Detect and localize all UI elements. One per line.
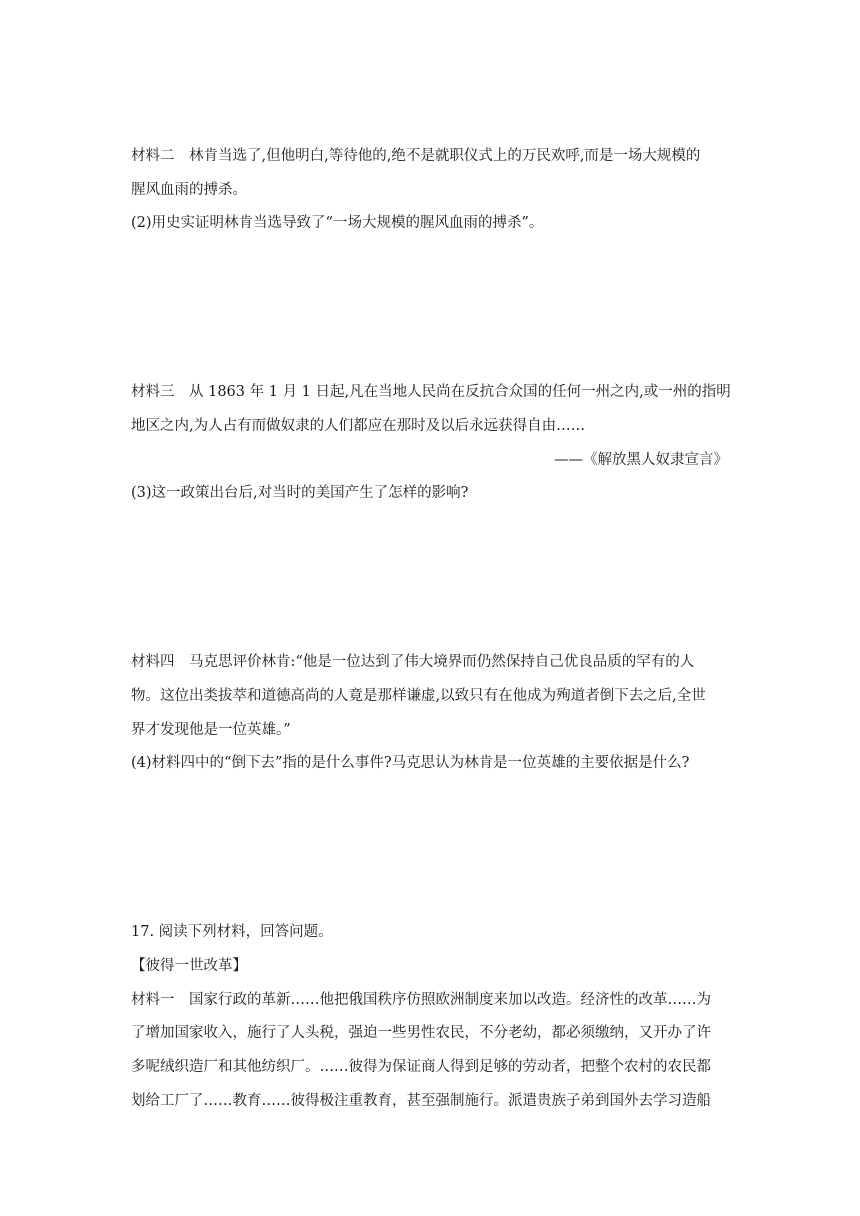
question-4: (4)材料四中的“倒下去”指的是什么事件?马克思认为林肯是一位英雄的主要依据是什么?: [131, 755, 690, 771]
question-17-heading: 【彼得一世改革】: [131, 958, 247, 974]
q17-material-1-line-4: 划给工厂了……教育……彼得极注重教育，甚至强制施行。派遣贵族子弟到国外去学习造船: [131, 1093, 711, 1109]
question-2: (2)用史实证明林肯当选导致了“一场大规模的腥风血雨的搏杀”。: [131, 215, 544, 231]
question-17-stem: 17. 阅读下列材料，回答问题。: [131, 924, 333, 940]
material-4-line-3: 界才发现他是一位英雄。”: [131, 722, 291, 738]
question-3: (3)这一政策出台后,对当时的美国产生了怎样的影响?: [131, 485, 469, 501]
material-2-line-1: 材料二 林肯当选了,但他明白,等待他的,绝不是就职仪式上的万民欢呼,而是一场大规模的: [131, 148, 701, 164]
q17-material-1-line-2: 了增加国家收入，施行了人头税，强迫一些男性农民，不分老幼，都必须缴纳，又开办了许: [131, 1025, 711, 1041]
material-3-source: ——《解放黑人奴隶宣言》: [554, 452, 728, 468]
material-4-line-2: 物。这位出类拔萃和道德高尚的人竟是那样谦虚,以致只有在他成为殉道者倒下去之后,全世: [131, 688, 706, 704]
q17-material-1-line-3: 多呢绒织造厂和其他纺织厂。……彼得为保证商人得到足够的劳动者，把整个农村的农民都: [131, 1059, 711, 1075]
material-4-line-1: 材料四 马克思评价林肯:“他是一位达到了伟大境界而仍然保持自己优良品质的罕有的人: [131, 654, 695, 670]
q17-material-1-line-1: 材料一 国家行政的革新……他把俄国秩序仿照欧洲制度来加以改造。经济性的改革……为: [131, 992, 711, 1008]
material-3-line-2: 地区之内,为人占有而做奴隶的人们都应在那时及以后永远获得自由……: [131, 418, 586, 434]
material-3-line-1: 材料三 从 1863 年 1 月 1 日起,凡在当地人民尚在反抗合众国的任何一州之内,或一州的指明: [131, 384, 731, 400]
material-2-line-2: 腥风血雨的搏杀。: [131, 182, 247, 198]
